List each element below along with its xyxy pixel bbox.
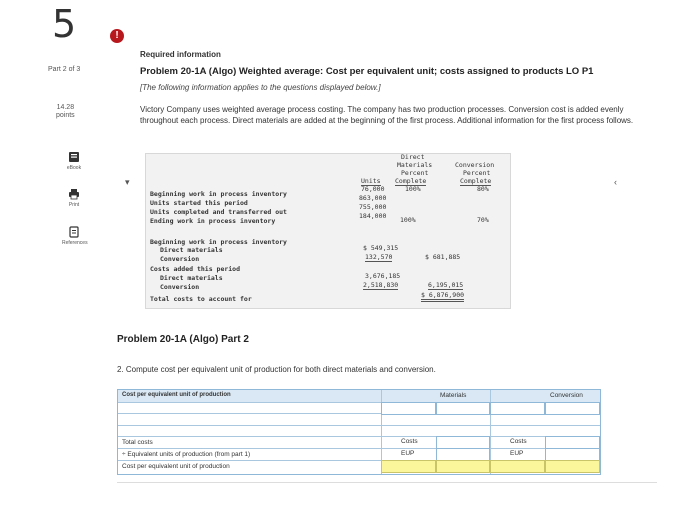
bottom-divider [117, 482, 657, 483]
row-units-beginning: 76,000 [361, 185, 385, 193]
row-cost-per-eup: Cost per equivalent unit of production [122, 463, 230, 470]
materials-input-1[interactable] [381, 402, 436, 415]
part2-title: Problem 20-1A (Algo) Part 2 [117, 334, 249, 345]
cost-conv-label: Conversion [160, 255, 200, 263]
row-dm-beginning: 100% [405, 185, 421, 193]
dm-header-1: Direct [401, 153, 425, 161]
points-box [56, 104, 75, 120]
added-title: Costs added this period [150, 265, 241, 273]
table-header-label: Cost per equivalent unit of production [122, 392, 231, 398]
row-units-completed: 755,000 [359, 203, 387, 211]
dm-header-2: Materials [397, 161, 433, 169]
cost-dm-label: Direct materials [160, 246, 223, 254]
cost-per-eup-table [117, 389, 601, 475]
info-note: [The following information applies to the questions displayed below.] [140, 83, 381, 92]
problem-title: Problem 20-1A (Algo) Weighted average: Cost per equivalent unit; costs assigned to products LO P1 [140, 66, 594, 77]
printer-icon [68, 188, 80, 200]
added-conv-label: Conversion [160, 283, 200, 291]
print-button[interactable] [62, 188, 86, 208]
added-conv-value: 2,518,830 [363, 281, 399, 289]
materials-input-2[interactable] [436, 402, 490, 415]
cost-dm-value: $ 549,315 [363, 244, 399, 252]
required-information-heading: Required information [140, 50, 221, 59]
dm-header-3: Percent [401, 169, 429, 177]
chevron-left-icon: ‹ [614, 177, 617, 187]
chevron-down-icon: ▾ [125, 177, 130, 187]
total-costs-label: Total costs to account for [150, 295, 252, 303]
alert-icon: ! [110, 29, 124, 43]
document-icon [68, 226, 80, 238]
conversion-input-2[interactable] [545, 402, 600, 415]
problem-description: Victory Company uses weighted average process costing. The company has two production processes. Conversion cost is added evenly throughout each process. Direct materials are added at the beginning of the first process. Additional information for the first process follows. [140, 105, 634, 125]
points-label: points [56, 112, 75, 119]
cost-beginning-title: Beginning work in process inventory [150, 238, 287, 246]
dm-header-4: Complete [395, 177, 427, 185]
question-content [140, 50, 680, 125]
cost-conv-value: 132,570 [365, 253, 393, 261]
conv-header-1: Conversion [455, 161, 495, 169]
references-label: References [62, 240, 88, 246]
row-conv-beginning: 80% [477, 185, 489, 193]
row-conv-ending: 70% [477, 216, 489, 224]
row-divider [118, 436, 600, 437]
row-label-beginning: Beginning work in process inventory [150, 190, 287, 198]
cost-beginning-total: $ 681,885 [425, 253, 461, 261]
question-sidebar [0, 0, 108, 505]
row-label-started: Units started this period [150, 199, 248, 207]
added-total: 6,195,015 [428, 281, 464, 289]
part-label: Part 2 of 3 [48, 66, 81, 73]
row-divider [118, 425, 600, 426]
row-total-costs: Total costs [122, 439, 153, 446]
conversion-result-highlight[interactable] [490, 460, 545, 473]
materials-header: Materials [440, 392, 467, 399]
row-divider [118, 448, 600, 449]
row-dm-ending: 100% [400, 216, 416, 224]
book-icon [68, 151, 80, 163]
materials-costs-label: Costs [401, 438, 418, 445]
row-label-completed: Units completed and transferred out [150, 208, 287, 216]
row-units-ending: 184,000 [359, 212, 387, 220]
row-label-ending: Ending work in process inventory [150, 217, 276, 225]
question-number: 5 [52, 2, 77, 46]
conversion-cost-per-eup-result[interactable] [545, 460, 600, 473]
conversion-costs-label: Costs [510, 438, 527, 445]
materials-result-highlight[interactable] [381, 460, 436, 473]
ebook-button[interactable] [62, 151, 86, 171]
materials-eup-label: EUP [401, 450, 415, 457]
row-units-started: 863,000 [359, 194, 387, 202]
conv-header-3: Complete [460, 177, 492, 185]
print-label: Print [68, 202, 80, 208]
units-header: Units [361, 177, 381, 185]
references-button[interactable] [62, 226, 86, 246]
row-eup: ÷ Equivalent units of production (from part 1) [122, 451, 251, 458]
added-dm-value: 3,676,185 [365, 272, 401, 280]
part2-instruction: 2. Compute cost per equivalent unit of production for both direct materials and conversion. [117, 365, 436, 374]
conversion-eup-label: EUP [510, 450, 524, 457]
total-costs-value: $ 6,876,900 [421, 291, 464, 302]
conversion-input-1[interactable] [490, 402, 545, 415]
ebook-label: eBook [66, 165, 82, 171]
added-dm-label: Direct materials [160, 274, 223, 282]
process-data-table [145, 153, 511, 308]
conversion-header: Conversion [550, 392, 583, 399]
conv-header-2: Percent [463, 169, 491, 177]
points-value: 14.28 [56, 104, 75, 111]
materials-cost-per-eup-result[interactable] [436, 460, 490, 473]
